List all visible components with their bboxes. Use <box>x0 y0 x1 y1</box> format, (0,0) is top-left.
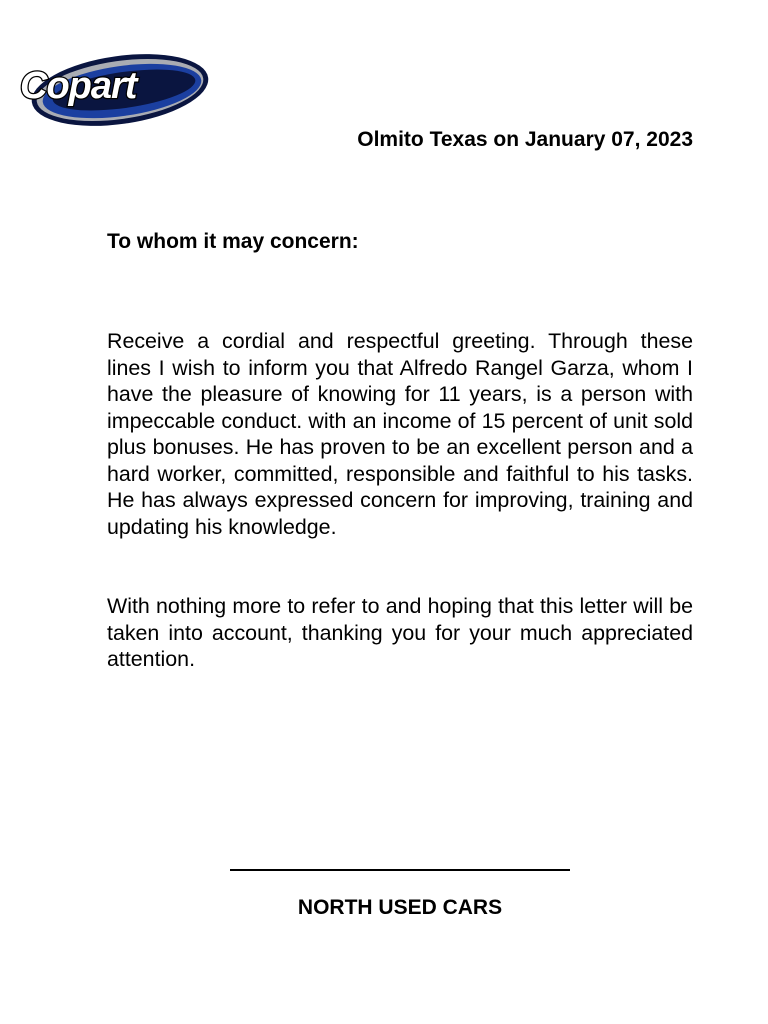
signatory-company-name: NORTH USED CARS <box>297 896 503 919</box>
svg-text:Copart: Copart <box>20 65 137 107</box>
copart-logo <box>16 52 212 128</box>
letter-body-paragraph: Receive a cordial and respectful greeting. Through these lines I wish to inform you that Alfredo Rangel Garza, whom I have the pleasure of knowing for 11 years, is a person with impeccable conduct. with an income of 15 percent of unit sold plus bonuses. He has proven to be an excellent person and a hard worker, committed, responsible and faithful to his tasks. He has always expressed concern for improving, training and updating his knowledge. <box>107 329 693 539</box>
letter-date-location: Olmito Texas on January 07, 2023 <box>357 128 693 151</box>
letter-closing-paragraph: With nothing more to refer to and hoping that this letter will be taken into account, thanking you for your much appreciated attention. <box>107 594 693 671</box>
signature-line <box>230 869 570 871</box>
letter-salutation: To whom it may concern: <box>107 230 359 253</box>
